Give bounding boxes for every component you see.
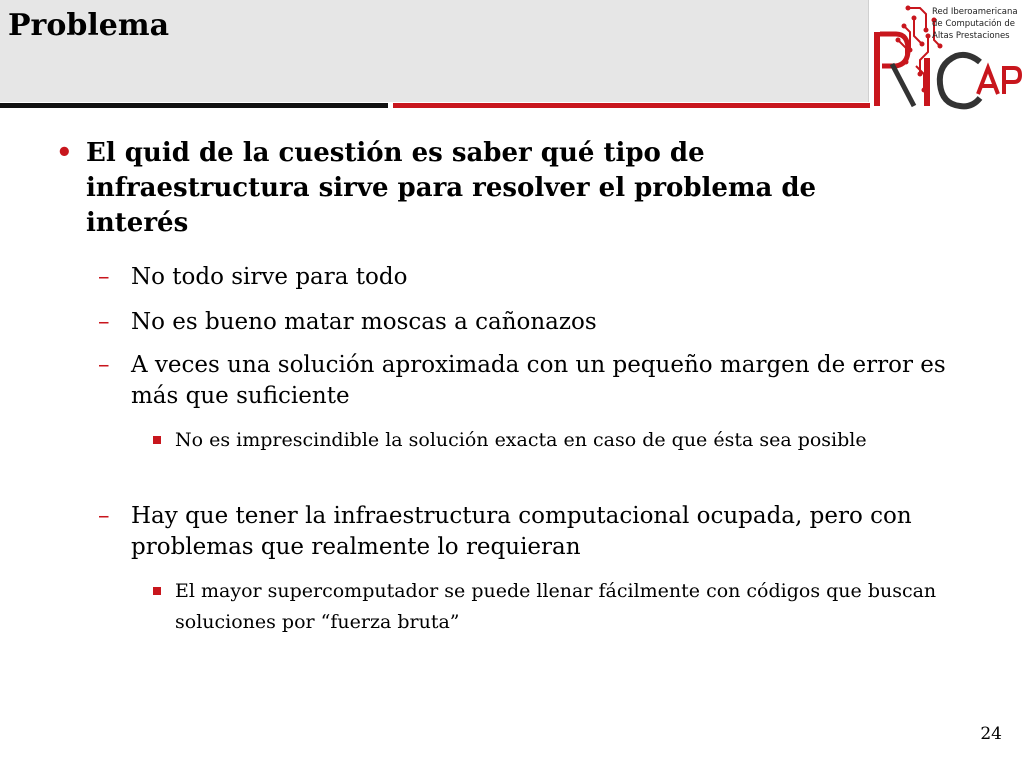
dash-icon: – <box>98 352 110 378</box>
bullet-text: Hay que tener la infraestructura computacional ocupada, pero con problemas que realmente lo requieran <box>131 503 912 560</box>
square-bullet-icon <box>153 587 161 595</box>
bullet-text: El quid de la cuestión es saber qué tipo de infraestructura sirve para resolver el problema de interés <box>86 138 817 238</box>
square-bullet-icon <box>153 436 161 444</box>
page-number: 24 <box>980 724 1002 744</box>
bullet-level-3 <box>175 425 985 456</box>
bullet-level-2 <box>98 307 991 338</box>
bullet-dot-icon: • <box>56 138 73 168</box>
bullet-level-1 <box>56 136 906 241</box>
bullet-text: No es imprescindible la solución exacta en caso de que ésta sea posible <box>175 429 867 451</box>
logo-caption-line: Altas Prestaciones <box>932 31 1010 41</box>
page-title: Problema <box>8 8 170 43</box>
bullet-level-2 <box>98 501 991 563</box>
bullet-text: El mayor supercomputador se puede llenar fácilmente con códigos que buscan soluciones por “fuerza bruta” <box>175 580 937 633</box>
dash-icon: – <box>98 503 110 529</box>
bullet-text: No es bueno matar moscas a cañonazos <box>131 309 597 335</box>
bullet-level-3 <box>175 576 985 638</box>
bullet-text: No todo sirve para todo <box>131 264 408 290</box>
logo-caption-line: Red Iberoamericana <box>932 7 1018 17</box>
bullet-level-2 <box>98 350 991 412</box>
dash-icon: – <box>98 309 110 335</box>
logo-caption-line: de Computación de <box>932 19 1016 29</box>
bullet-text: A veces una solución aproximada con un pequeño margen de error es más que suficiente <box>131 352 946 409</box>
bullet-level-2 <box>98 262 991 293</box>
dash-icon: – <box>98 264 110 290</box>
